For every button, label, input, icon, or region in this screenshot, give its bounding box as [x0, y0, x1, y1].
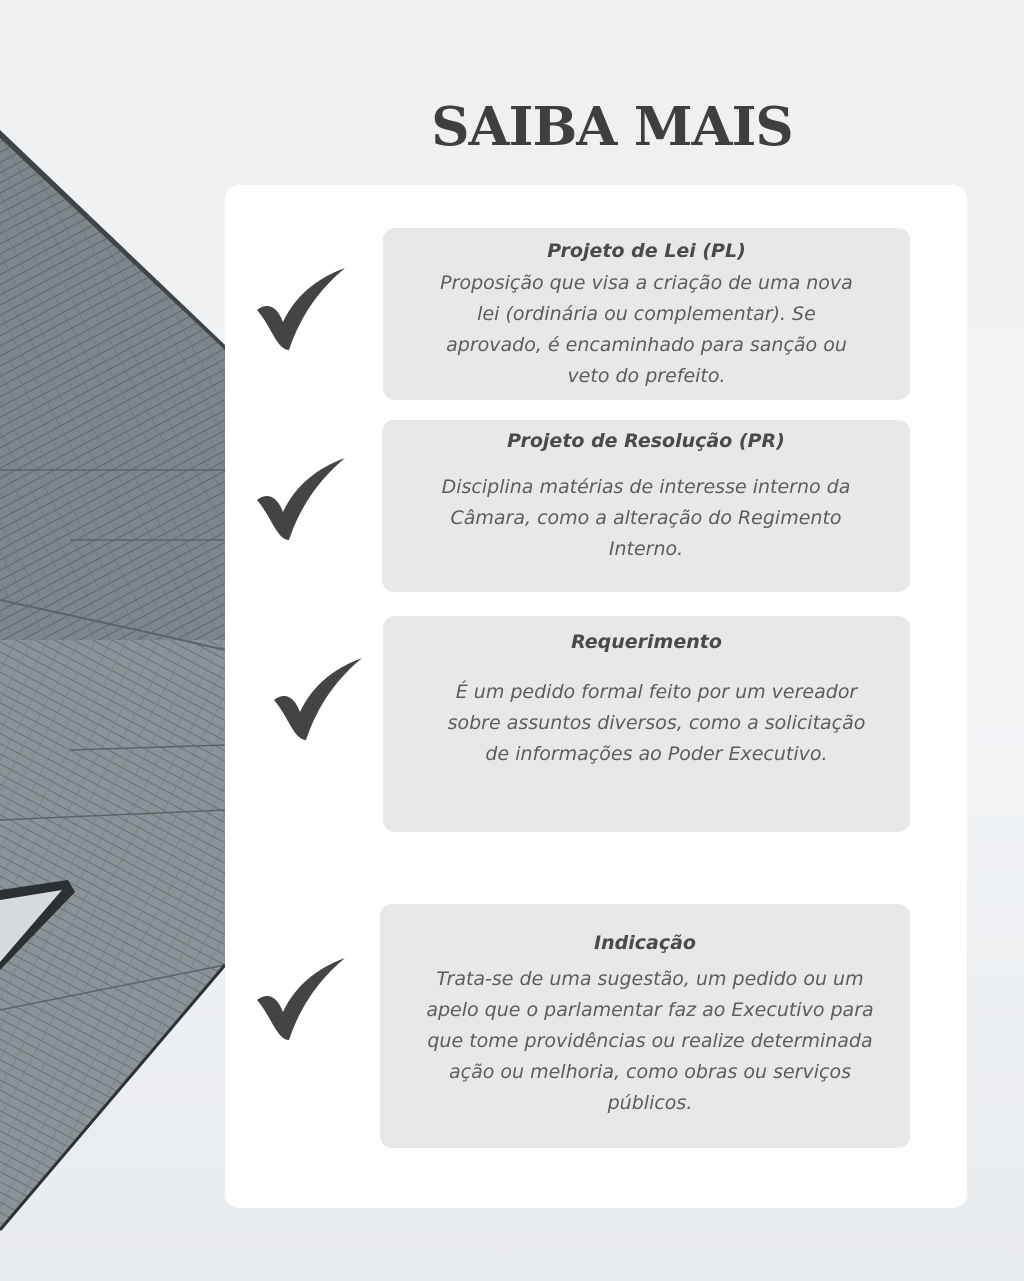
item-title: Requerimento [571, 631, 722, 653]
item-card-projeto-de-resolucao [382, 420, 910, 592]
checkmark-icon [255, 266, 347, 352]
checkmark-icon [255, 456, 347, 542]
item-description: Disciplina matérias de interesse interno da Câmara, como a alteração do Regimento Interno. [441, 476, 851, 560]
item-card-projeto-de-lei [383, 228, 910, 400]
building-photo [0, 0, 260, 1281]
item-description: É um pedido formal feito por um vereador sobre assuntos diversos, como a solicitação de informações ao Poder Executivo. [447, 681, 866, 765]
item-card-indicacao [380, 904, 910, 1148]
item-title: Indicação [594, 932, 696, 954]
item-title: Projeto de Resolução (PR) [507, 430, 785, 452]
page-title: SAIBA MAIS [431, 96, 793, 158]
checkmark-icon [255, 956, 347, 1042]
checkmark-icon [272, 656, 364, 742]
item-card-requerimento [383, 616, 910, 832]
item-title: Projeto de Lei (PL) [547, 240, 746, 262]
item-description: Trata-se de uma sugestão, um pedido ou um apelo que o parlamentar faz ao Executivo para que tome providências ou realize determinada ação ou melhoria, como obras ou serviços públicos. [426, 968, 874, 1114]
item-description: Proposição que visa a criação de uma nova lei (ordinária ou complementar). Se aprovado, é encaminhado para sanção ou veto do prefeito. [440, 272, 853, 387]
